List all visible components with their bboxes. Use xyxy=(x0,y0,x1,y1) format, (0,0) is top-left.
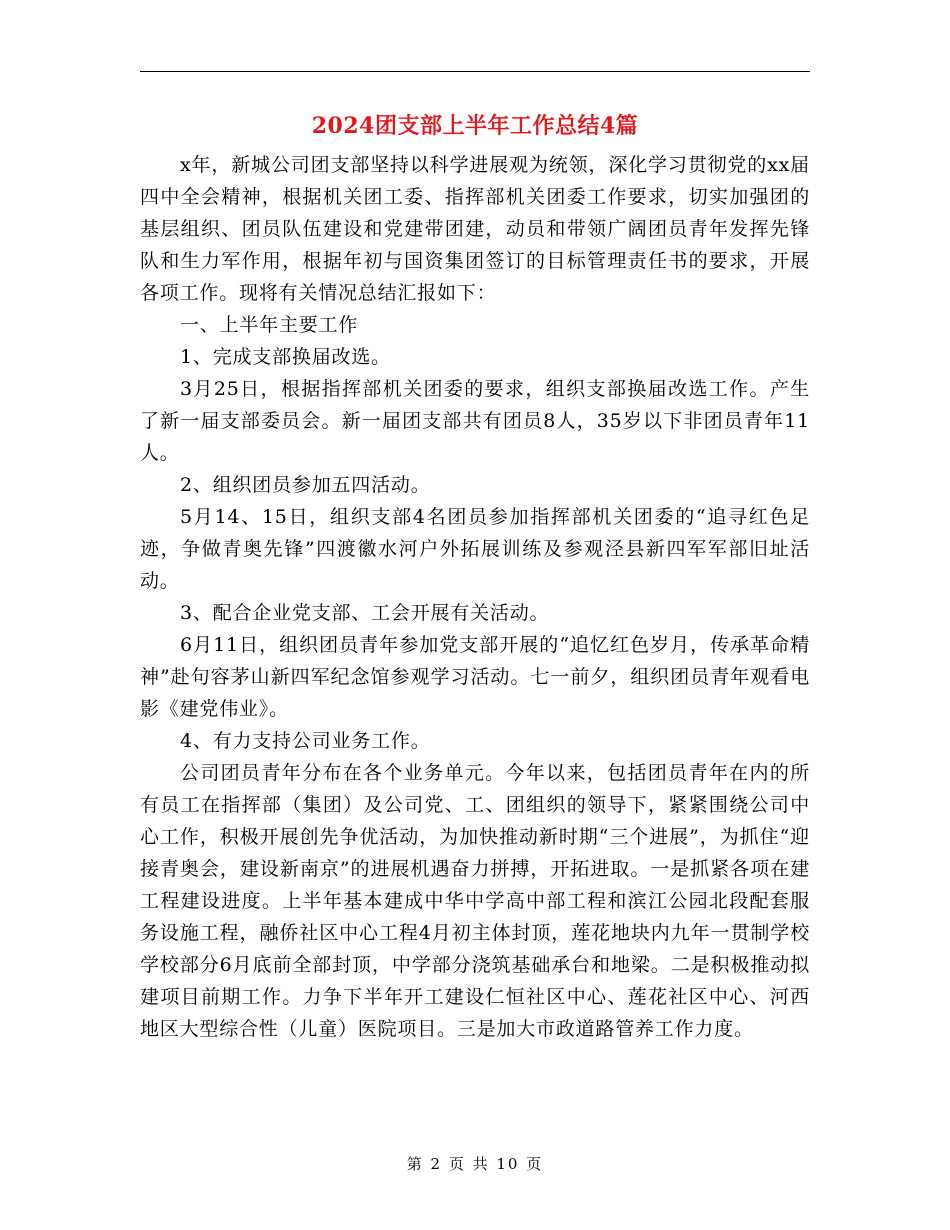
item-heading-3: 3、配合企业党支部、工会开展有关活动。 xyxy=(180,602,550,624)
item-paragraph-4: 公司团员青年分布在各个业务单元。今年以来，包括团员青年在内的所有员工在指挥部（集团）及公司党、工、团组织的领导下，紧紧围绕公司中心工作，积极开展创先争优活动，为加快推动新时期“三个进展”，为抓住“迎接青奥会，建设新南京”的进展机遇奋力拼搏，开拓进取。一是抓紧各项在建工程建设进度。上半年基本建成中华中学高中部工程和滨江公园北段配套服务设施工程，融侨社区中心工程4月初主体封顶，莲花地块内九年一贯制学校学校部分6月底前全部封顶，中学部分浇筑基础承台和地梁。二是积极推动拟建项目前期工作。力争下半年开工建设仁恒社区中心、莲花社区中心、河西地区大型综合性（儿童）医院项目。三是加大市政道路管养工作力度。 xyxy=(140,762,810,1040)
document-body xyxy=(140,149,810,1045)
document-title: 2024团支部上半年工作总结4篇 xyxy=(311,113,639,139)
item-paragraph-1: 3月25日，根据指挥部机关团委的要求，组织支部换届改选工作。产生了新一届支部委员会。新一届团支部共有团员8人，35岁以下非团员青年11人。 xyxy=(140,378,810,464)
section-heading: 一、上半年主要工作 xyxy=(180,314,359,336)
item-heading-4: 4、有力支持公司业务工作。 xyxy=(180,730,431,752)
intro-paragraph: x年，新城公司团支部坚持以科学进展观为统领，深化学习贯彻党的xx届四中全会精神，根据机关团工委、指挥部机关团委工作要求，切实加强团的基层组织、团员队伍建设和党建带团建，动员和带领广阔团员青年发挥先锋队和生力军作用，根据年初与国资集团签订的目标管理责任书的要求，开展各项工作。现将有关情况总结汇报如下： xyxy=(140,154,810,304)
page-footer: 第 2 页 共 10 页 xyxy=(406,1155,544,1173)
item-paragraph-2: 5月14、15日，组织支部4名团员参加指挥部机关团委的“追寻红色足迹，争做青奥先锋”四渡徽水河户外拓展训练及参观泾县新四军军部旧址活动。 xyxy=(140,506,810,592)
item-heading-1: 1、完成支部换届改选。 xyxy=(180,346,391,368)
item-paragraph-3: 6月11日，组织团员青年参加党支部开展的“追忆红色岁月，传承革命精神”赴句容茅山新四军纪念馆参观学习活动。七一前夕，组织团员青年观看电影《建党伟业》。 xyxy=(140,634,810,720)
header-rule xyxy=(140,71,810,72)
item-heading-2: 2、组织团员参加五四活动。 xyxy=(180,474,431,496)
